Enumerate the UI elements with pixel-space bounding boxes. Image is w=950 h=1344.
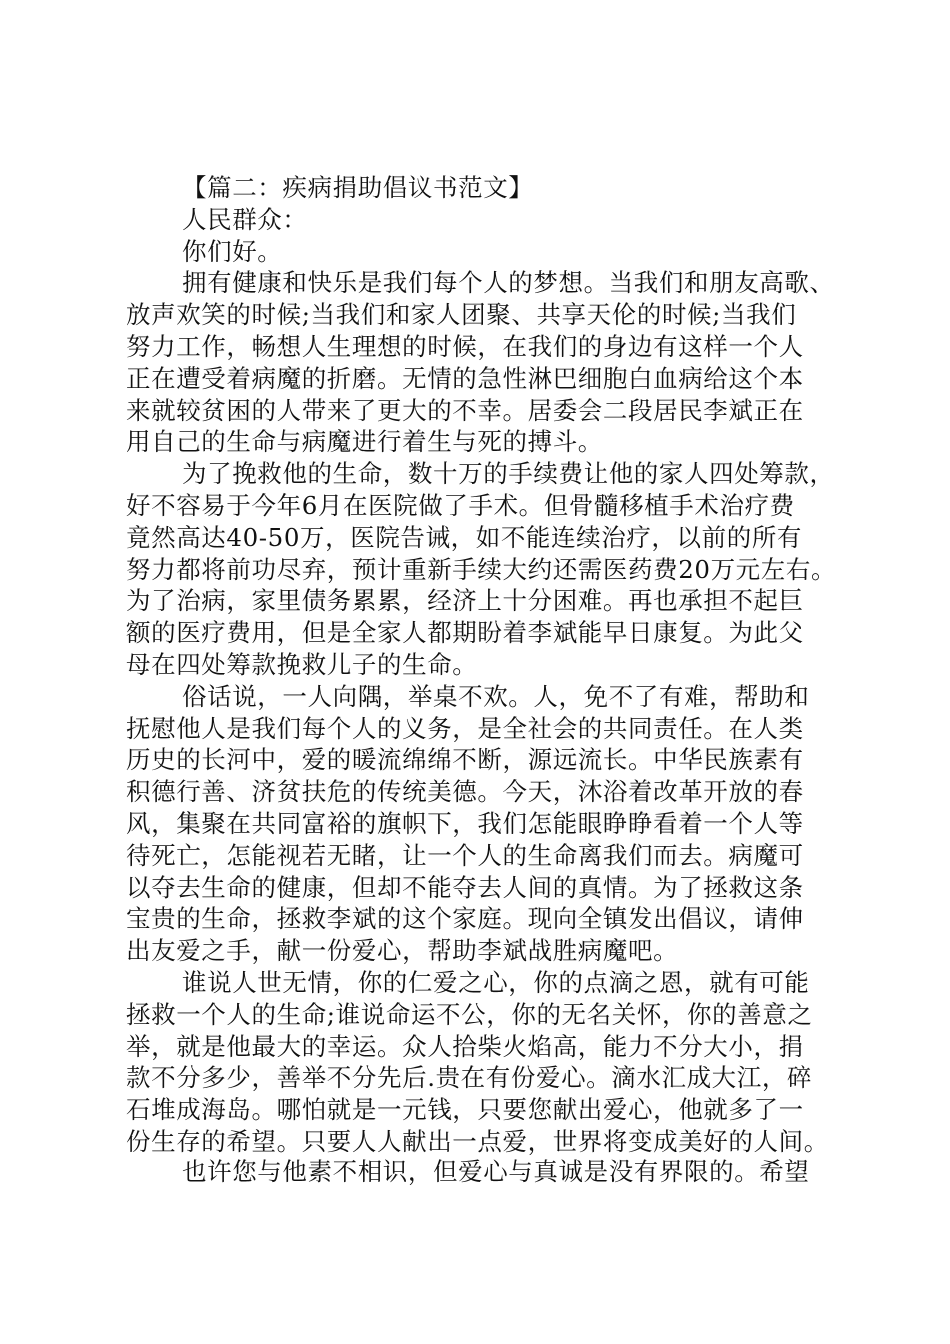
text-line: 来就较贫困的人带来了更大的不幸。居委会二段居民李斌正在 [126, 395, 804, 425]
text-line: 举，就是他最大的幸运。众人拾柴火焰高，能力不分大小，捐 [126, 1031, 804, 1061]
text-line: 好不容易于今年6月在医院做了手术。但骨髓移植手术治疗费 [126, 490, 795, 520]
text-line: 待死亡，怎能视若无睹，让一个人的生命离我们而去。病魔可 [126, 840, 804, 870]
document-title: 【篇二：疾病捐助倡议书范文】 [182, 173, 534, 202]
text-line: 为了挽救他的生命，数十万的手续费让他的家人四处筹款， [182, 459, 835, 489]
text-line: 以夺去生命的健康，但却不能夺去人间的真情。为了拯救这条 [126, 872, 804, 902]
text-line: 拥有健康和快乐是我们每个人的梦想。当我们和朋友高歌、 [182, 268, 835, 298]
text-line: 正在遭受着病魔的折磨。无情的急性淋巴细胞白血病给这个本 [126, 363, 804, 393]
paragraph-5 [126, 1156, 836, 1188]
text-line: 抚慰他人是我们每个人的义务，是全社会的共同责任。在人类 [126, 713, 804, 743]
text-line: 努力都将前功尽弃，预计重新手续大约还需医药费20万元左右。 [126, 554, 837, 584]
text-line: 谁说人世无情，你的仁爱之心，你的点滴之恩，就有可能 [182, 967, 810, 997]
text-line: 为了治病，家里债务累累，经济上十分困难。再也承担不起巨 [126, 586, 804, 616]
text-line: 风，集聚在共同富裕的旗帜下，我们怎能眼睁睁看着一个人等 [126, 808, 804, 838]
paragraph-4 [126, 967, 836, 1158]
greeting: 你们好。 [182, 236, 283, 266]
text-line: 母在四处筹款挽救儿子的生命。 [126, 649, 478, 679]
paragraph-3 [126, 681, 836, 967]
document-body [126, 172, 836, 1158]
text-line: 拯救一个人的生命;谁说命运不公，你的无名关怀，你的善意之 [126, 999, 813, 1029]
paragraph-2 [126, 458, 836, 681]
text-line: 俗话说，一人向隅，举桌不欢。人，免不了有难，帮助和 [182, 681, 810, 711]
text-line: 努力工作，畅想人生理想的时候，在我们的身边有这样一个人 [126, 331, 804, 361]
text-line: 额的医疗费用，但是全家人都期盼着李斌能早日康复。为此父 [126, 618, 804, 648]
text-line: 竟然高达40-50万，医院告诫，如不能连续治疗，以前的所有 [126, 522, 803, 552]
text-line: 份生存的希望。只要人人献出一点爱，世界将变成美好的人间。 [126, 1126, 829, 1156]
text-line: 也许您与他素不相识，但爱心与真诚是没有界限的。希望 [182, 1157, 810, 1186]
salutation: 人民群众： [182, 204, 308, 234]
text-line: 积德行善、济贫扶危的传统美德。今天，沐浴着改革开放的春 [126, 777, 804, 807]
text-line: 放声欢笑的时候;当我们和家人团聚、共享天伦的时候;当我们 [126, 300, 797, 330]
text-line: 历史的长河中，爱的暖流绵绵不断，源远流长。中华民族素有 [126, 745, 804, 775]
text-line: 石堆成海岛。哪怕就是一元钱，只要您献出爱心，他就多了一 [126, 1095, 804, 1125]
text-line: 用自己的生命与病魔进行着生与死的搏斗。 [126, 427, 603, 457]
text-line: 宝贵的生命，拯救李斌的这个家庭。现向全镇发出倡议，请伸 [126, 904, 804, 934]
paragraph-1 [126, 267, 836, 458]
text-line: 出友爱之手，献一份爱心，帮助李斌战胜病魔吧。 [126, 936, 679, 966]
text-line: 款不分多少，善举不分先后.贵在有份爱心。滴水汇成大江，碎 [126, 1063, 813, 1093]
